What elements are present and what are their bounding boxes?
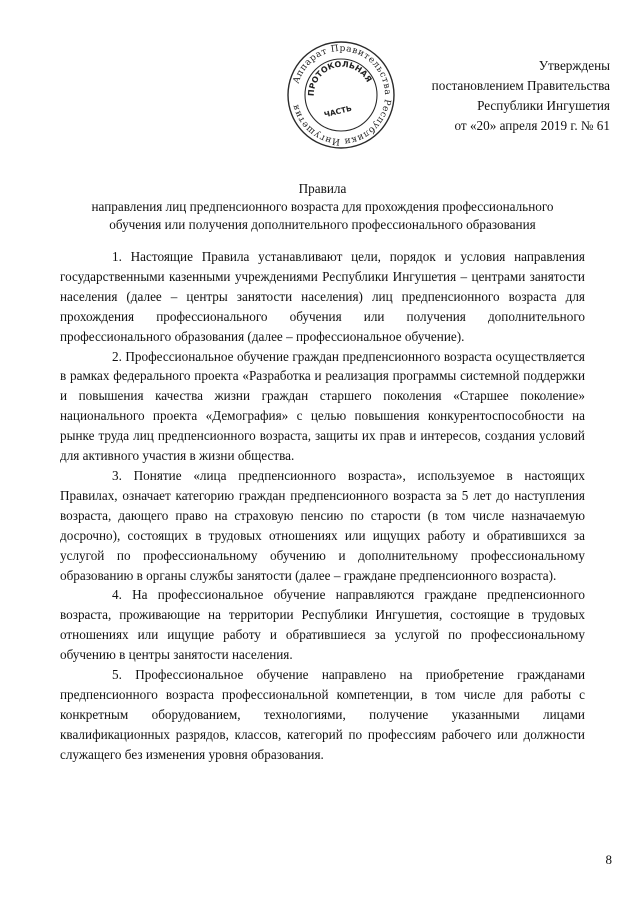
paragraph-4: 4. На профессиональное обучение направляются граждане предпенсионного возраста, проживающие на территории Республики Ингушетия, состоящие в трудовых отношениях или ищущие работу и обратившиеся за услугой по профессиональному обучению в центры занятости населения.	[60, 587, 585, 663]
paragraph-2: 2. Профессиональное обучение граждан предпенсионного возраста осуществляется в рамках федерального проекта «Разработка и реализация программы системной поддержки и повышения качества жизни граждан старшего поколения «Старшее поколение» национального проекта «Демография» с целью повышения конкурентоспособности на рынке труда лиц предпенсионного возраста, защиты их прав и интересов, создания условий для активного участия в жизни общества.	[60, 348, 585, 464]
stamp-outer-text: Аппарат Правительства Республики Ингушетия	[290, 43, 393, 147]
paragraph-1: 1. Настоящие Правила устанавливают цели, порядок и условия направления государственными казенными учреждениями Республики Ингушетия – центрами занятости населения (далее – центры занятости населения) лиц предпенсионного возраста для прохождения профессионального обучения или получения дополнительного профессионального образования (далее – профессиональное обучение).	[60, 249, 585, 344]
stamp-inner-top: ПРОТОКОЛЬНАЯ	[306, 59, 374, 97]
document-title	[60, 180, 585, 234]
title-heading: Правила	[298, 181, 347, 196]
approval-block	[350, 56, 610, 136]
paragraph-3: 3. Понятие «лица предпенсионного возраста», используемое в настоящих Правилах, означает категорию граждан предпенсионного возраста за 5 лет до наступления возраста, дающего право на страховую пенсию по старости (в том числе назначаемую досрочно), состоящих в трудовых отношениях или ищущих работу и обратившихся за услугой по профессиональному обучению и дополнительному профессиональному образованию в органы службы занятости (далее – граждане предпенсионного возраста).	[60, 467, 585, 583]
title-subtitle-line-2: обучения или получения дополнительного профессионального образования	[109, 217, 536, 232]
stamp-inner-bottom: ЧАСТЬ	[323, 103, 353, 120]
approval-line-3: Республики Ингушетия	[477, 98, 610, 113]
document-body	[60, 247, 585, 765]
approval-line-2: постановлением Правительства	[431, 78, 610, 93]
approval-line-1: Утверждены	[538, 58, 610, 73]
page-number: 8	[605, 852, 612, 867]
title-subtitle-line-1: направления лиц предпенсионного возраста для прохождения профессионального	[91, 199, 554, 214]
approval-line-4: от «20» апреля 2019 г. № 61	[454, 118, 610, 133]
paragraph-5: 5. Профессиональное обучение направлено на приобретение гражданами предпенсионного возраста профессиональной компетенции, в том числе для работы с конкретным оборудованием, технологиями, получение указанными лицами квалификационных разрядов, классов, категорий по профессиям рабочего или должности служащего без изменения уровня образования.	[60, 667, 585, 762]
